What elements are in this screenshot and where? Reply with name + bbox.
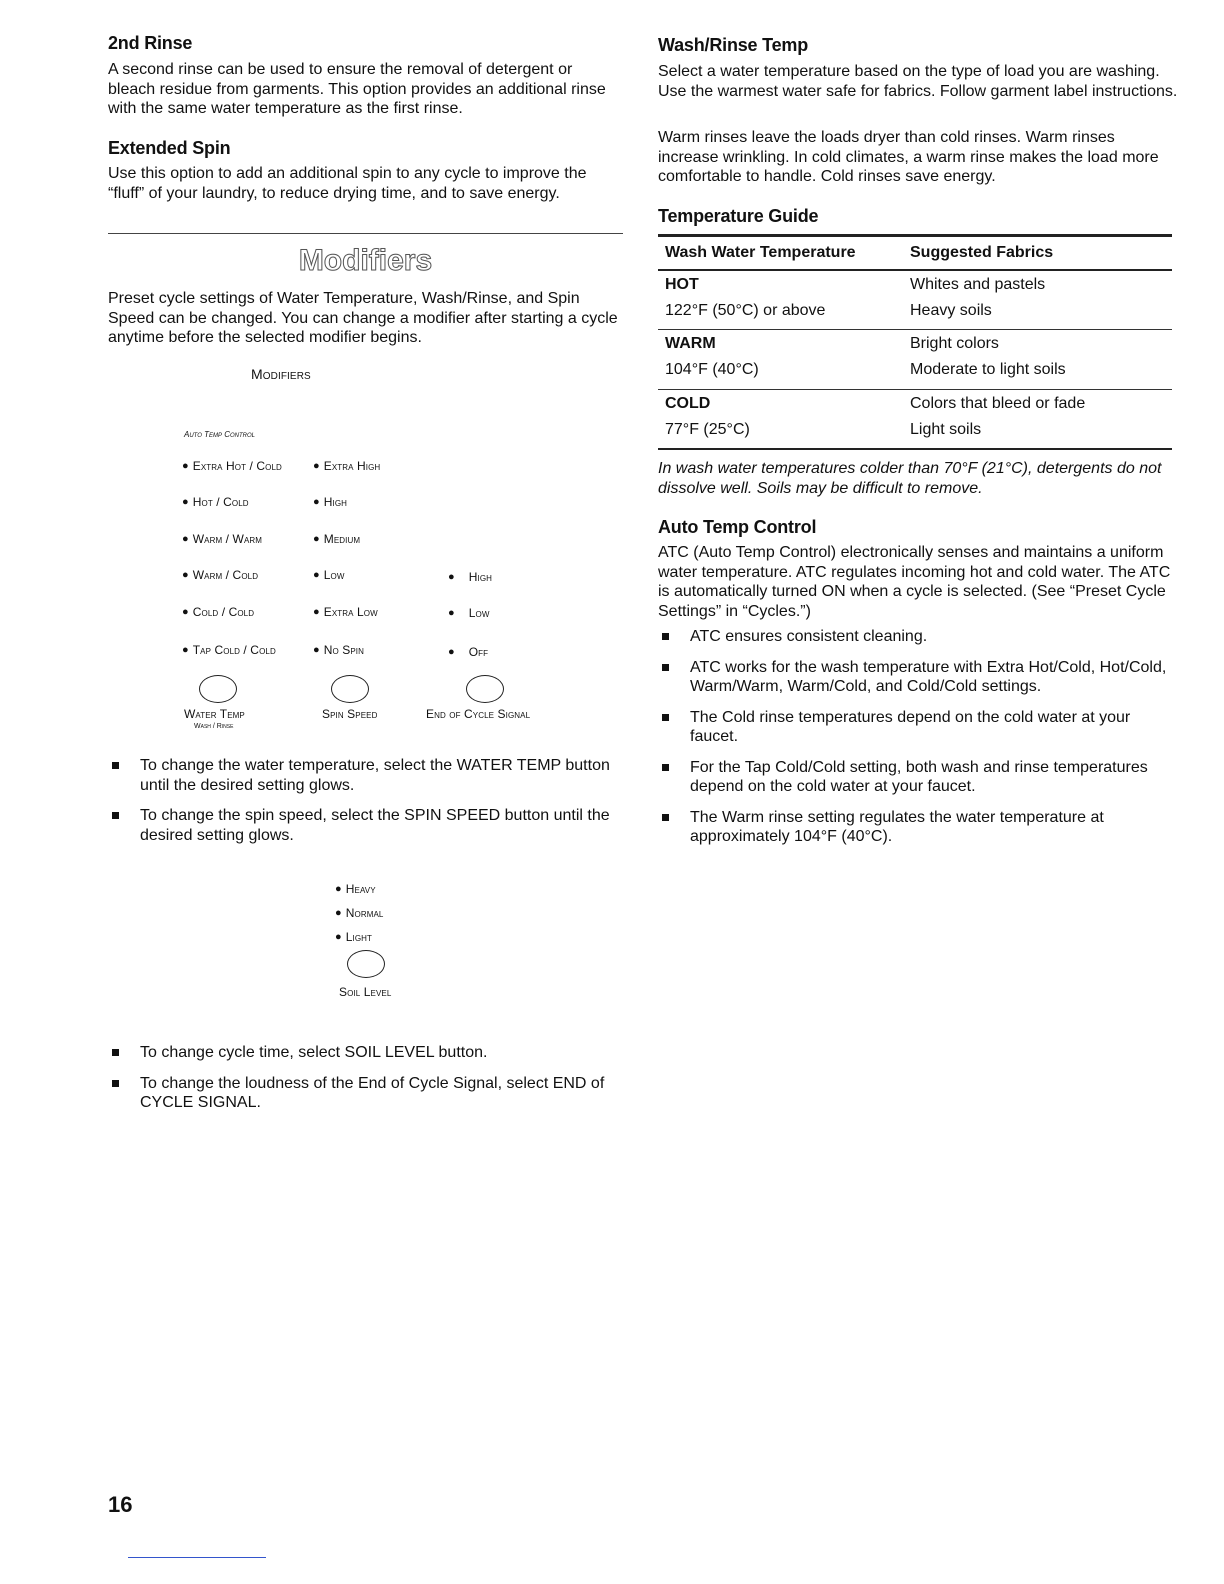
water-temp-sublabel: Wash / Rinse — [194, 723, 234, 730]
spin-speed-option: ● Medium — [313, 532, 360, 546]
table-row — [658, 330, 1172, 356]
water-temp-option: ● Warm / Cold — [182, 568, 258, 582]
table-row — [658, 390, 1172, 416]
table-header-row — [658, 237, 1172, 269]
list-item: To change cycle time, select SOIL LEVEL button. — [108, 1043, 623, 1063]
temp-name: WARM — [665, 335, 716, 352]
water-temp-option: ● Tap Cold / Cold — [182, 643, 276, 657]
fabric-cell: Colors that bleed or fade — [910, 395, 1086, 412]
temp-detail: 77°F (25°C) — [665, 421, 750, 438]
end-cycle-option-label: High — [468, 570, 493, 584]
spin-speed-option: ● No Spin — [313, 643, 364, 657]
fabric-cell: Heavy soils — [910, 302, 992, 319]
end-cycle-signal-label: End of Cycle Signal — [426, 707, 531, 721]
soil-bullets — [108, 1043, 623, 1124]
end-cycle-option-label: Off — [468, 645, 489, 659]
page-number: 16 — [108, 1492, 133, 1517]
list-item: ATC works for the wash temperature with Extra Hot/Cold, Hot/Cold, Warm/Warm, Warm/Cold, and Cold/Cold settings. — [658, 658, 1178, 697]
temp-name: HOT — [665, 276, 699, 293]
fabric-cell: Moderate to light soils — [910, 361, 1066, 378]
spin-speed-label: Spin Speed — [322, 707, 378, 721]
temp-name: COLD — [665, 395, 711, 412]
temperature-guide-table — [658, 234, 1172, 450]
spin-speed-option: ● High — [313, 495, 347, 509]
fabric-cell: Bright colors — [910, 335, 999, 352]
soil-level-option: ● Light — [335, 930, 372, 944]
fabric-cell: Light soils — [910, 421, 982, 438]
table-row — [658, 271, 1172, 297]
temperature-guide-heading: Temperature Guide — [658, 206, 819, 226]
extended-spin-heading: Extended Spin — [108, 138, 231, 158]
spin-speed-option: ● Low — [313, 568, 345, 582]
list-item: For the Tap Cold/Cold setting, both wash and rinse temperatures depend on the cold water at your faucet. — [658, 758, 1178, 797]
second-rinse-heading: 2nd Rinse — [108, 33, 193, 53]
footer-rule — [128, 1557, 266, 1558]
list-item: To change the water temperature, select the WATER TEMP button until the desired setting glows. — [108, 756, 623, 795]
extended-spin-text: Use this option to add an additional spin to any cycle to improve the “fluff” of your laundry, to reduce drying time, and to save energy. — [108, 165, 587, 202]
list-item: To change the loudness of the End of Cycle Signal, select END of CYCLE SIGNAL. — [108, 1074, 623, 1113]
soil-level-button[interactable] — [347, 950, 385, 978]
list-item: ATC ensures consistent cleaning. — [658, 627, 1178, 647]
atc-text: ATC (Auto Temp Control) electronically senses and maintains a uniform water temperature. ATC regulates incoming hot and cold water. The ATC is automatically turned ON when a cycle is selected. (See “Preset Cycle Settings” in “Cycles.”) — [658, 544, 1171, 620]
table-row — [658, 356, 1172, 382]
wash-rinse-heading: Wash/Rinse Temp — [658, 35, 809, 55]
spin-speed-option: ● Extra Low — [313, 605, 378, 619]
atc-heading: Auto Temp Control — [658, 517, 817, 537]
water-temp-label: Water Temp — [184, 707, 245, 721]
table-row — [658, 416, 1172, 442]
atc-bullets — [658, 627, 1178, 858]
modifiers-title: Modifiers — [298, 244, 433, 277]
end-cycle-option-label: Low — [468, 606, 490, 620]
fabric-cell: Whites and pastels — [910, 276, 1046, 293]
table-header-fabrics: Suggested Fabrics — [910, 244, 1054, 261]
list-item: The Warm rinse setting regulates the water temperature at approximately 104°F (40°C). — [658, 808, 1178, 847]
modifiers-panel-title: Modifiers — [251, 366, 311, 382]
water-temp-option: ● Hot / Cold — [182, 495, 249, 509]
spin-speed-option: ● Extra High — [313, 459, 380, 473]
water-temp-option: ● Extra Hot / Cold — [182, 459, 282, 473]
wash-rinse-text-1: Select a water temperature based on the type of load you are washing. Use the warmest water safe for fabrics. Follow garment label instructions. — [658, 63, 1178, 100]
table-row — [658, 297, 1172, 323]
atc-label: Auto Temp Control — [184, 430, 256, 439]
water-temp-option: ● Warm / Warm — [182, 532, 262, 546]
modifiers-intro: Preset cycle settings of Water Temperature, Wash/Rinse, and Spin Speed can be changed. You can change a modifier after starting a cycle anytime before the selected modifier begins. — [108, 290, 618, 346]
soil-level-diagram — [108, 0, 623, 1584]
table-header-temp: Wash Water Temperature — [665, 244, 856, 261]
temp-detail: 122°F (50°C) or above — [665, 302, 826, 319]
temp-detail: 104°F (40°C) — [665, 361, 759, 378]
soil-level-label: Soil Level — [339, 985, 392, 999]
water-temp-option: ● Cold / Cold — [182, 605, 254, 619]
wash-rinse-text-2: Warm rinses leave the loads dryer than cold rinses. Warm rinses increase wrinkling. In cold climates, a warm rinse makes the load more comfortable to handle. Cold rinses save energy. — [658, 129, 1159, 185]
temperature-note: In wash water temperatures colder than 70°F (21°C), detergents do not dissolve well. Soils may be difficult to remove. — [658, 460, 1162, 497]
soil-level-option: ● Normal — [335, 906, 383, 920]
list-item: To change the spin speed, select the SPIN SPEED button until the desired setting glows. — [108, 806, 623, 845]
list-item: The Cold rinse temperatures depend on the cold water at your faucet. — [658, 708, 1178, 747]
soil-level-option: ● Heavy — [335, 882, 376, 896]
second-rinse-text: A second rinse can be used to ensure the removal of detergent or bleach residue from garments. This option provides an additional rinse with the same water temperature as the first rinse. — [108, 61, 606, 117]
